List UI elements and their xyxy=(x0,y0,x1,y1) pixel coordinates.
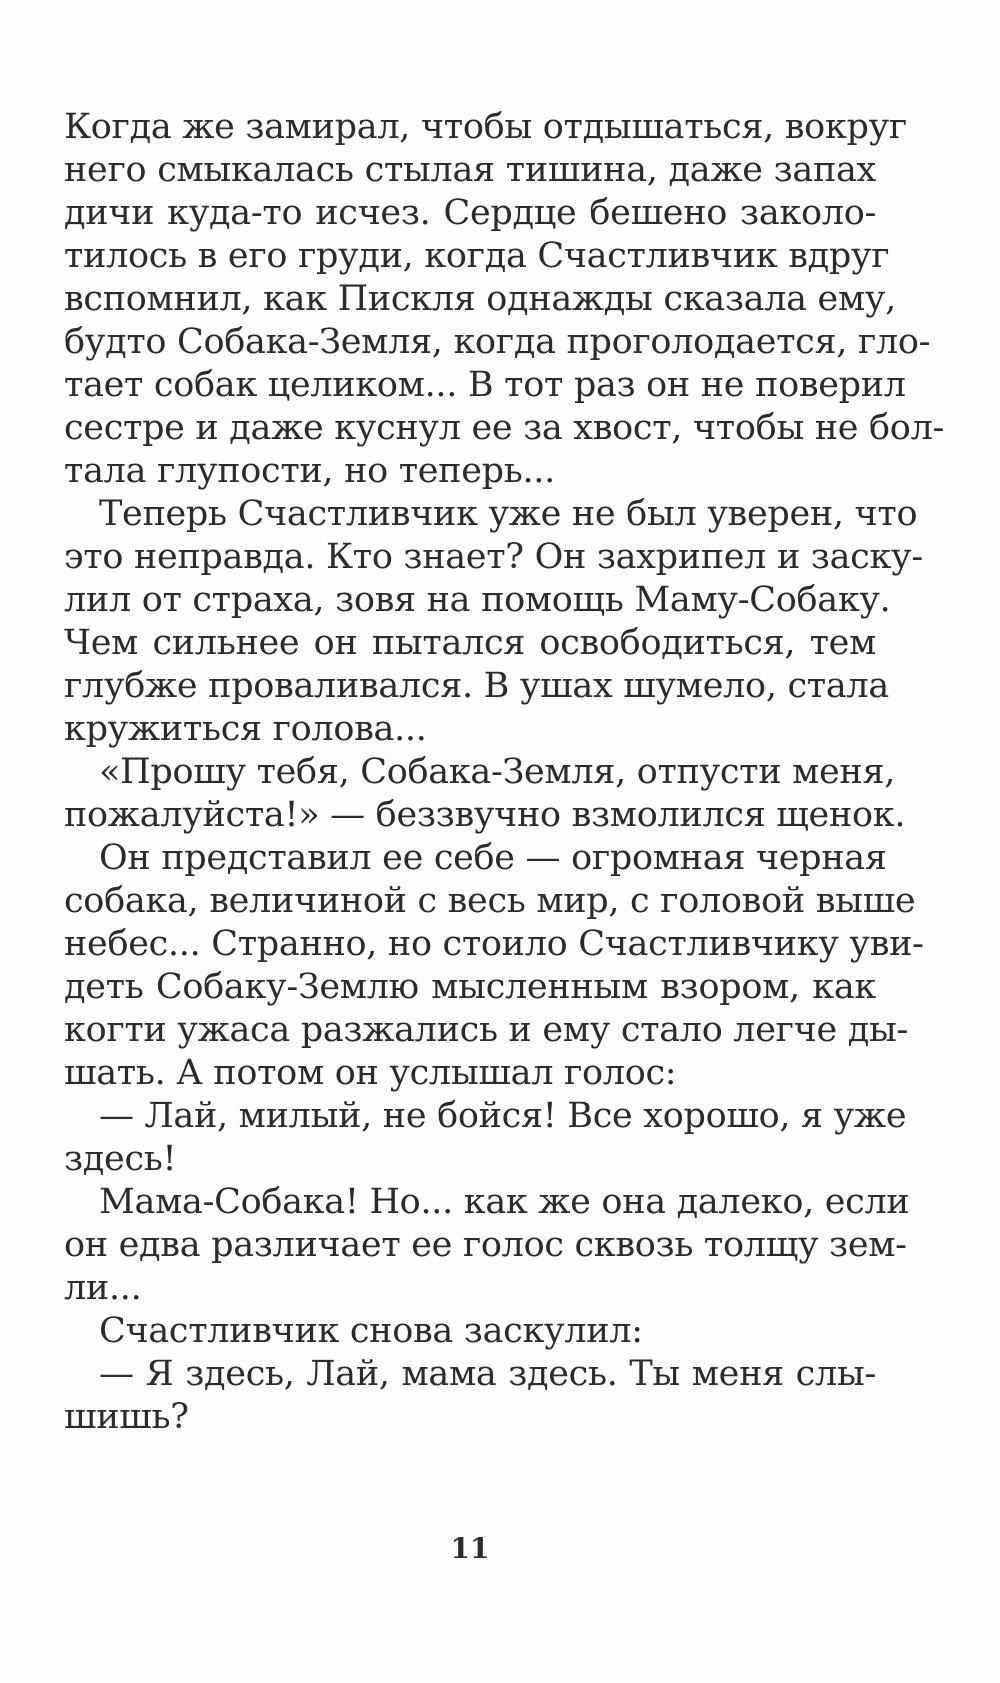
paragraph xyxy=(64,106,945,493)
text-line: это неправда. Кто знает? Он захрипел и заску- xyxy=(64,537,923,577)
text-line: него смыкалась стылая тишина, даже запах xyxy=(64,150,876,190)
text-line: Теперь Счастливчик уже не был уверен, что xyxy=(99,494,918,534)
text-line: Он представил ее себе — огромная черная xyxy=(99,838,887,878)
text-line: Чем сильнее он пытался освободиться, тем xyxy=(64,623,876,663)
body-text xyxy=(64,106,945,1439)
text-line: Когда же замирал, чтобы отдышаться, вокруг xyxy=(64,107,907,147)
text-line: кружиться голова... xyxy=(64,709,427,749)
text-line: ли... xyxy=(64,1268,142,1308)
text-line: — Лай, милый, не бойся! Все хорошо, я уже xyxy=(99,1096,907,1136)
text-line: тает собак целиком... В тот раз он не поверил xyxy=(64,365,906,405)
text-line: — Я здесь, Лай, мама здесь. Ты меня слы- xyxy=(99,1354,876,1394)
text-line: Счастливчик снова заскулил: xyxy=(99,1311,643,1351)
text-line: сестре и даже куснул ее за хвост, чтобы не бол- xyxy=(64,408,945,448)
paragraph xyxy=(64,493,923,751)
text-line: шать. А потом он услышал голос: xyxy=(64,1053,677,1093)
text-line: тилось в его груди, когда Счастливчик вдруг xyxy=(64,236,890,276)
text-line: «Прошу тебя, Собака-Земля, отпусти меня, xyxy=(99,752,896,792)
text-line: деть Собаку-Землю мысленным взором, как xyxy=(64,967,876,1007)
text-line: тала глупости, но теперь... xyxy=(64,451,555,491)
text-line: будто Собака-Земля, когда проголодается, гло- xyxy=(64,322,931,362)
text-line: здесь! xyxy=(64,1139,177,1179)
text-line: глубже проваливался. В ушах шумело, стала xyxy=(64,666,889,706)
paragraph xyxy=(64,1181,910,1310)
paragraph xyxy=(64,751,906,837)
paragraph xyxy=(64,1310,876,1353)
text-line: лил от страха, зовя на помощь Маму-Собаку. xyxy=(64,580,891,620)
paragraph xyxy=(64,837,924,1095)
text-line: шишь? xyxy=(64,1397,189,1437)
text-line: когти ужаса разжались и ему стало легче ды- xyxy=(64,1010,909,1050)
text-line: вспомнил, как Пискля однажды сказала ему, xyxy=(64,279,897,319)
paragraph xyxy=(64,1095,907,1181)
paragraph xyxy=(64,1353,876,1439)
text-line: пожалуйста!» — беззвучно взмолился щенок. xyxy=(64,795,906,835)
text-line: Мама-Собака! Но... как же она далеко, если xyxy=(99,1182,910,1222)
text-line: дичи куда-то исчез. Сердце бешено заколо- xyxy=(64,193,876,233)
text-line: собака, величиной с весь мир, с головой выше xyxy=(64,881,916,921)
text-line: он едва различает ее голос сквозь толщу зем- xyxy=(64,1225,907,1265)
text-line: небес... Странно, но стоило Счастливчику уви- xyxy=(64,924,924,964)
page-number: 11 xyxy=(450,1532,490,1565)
